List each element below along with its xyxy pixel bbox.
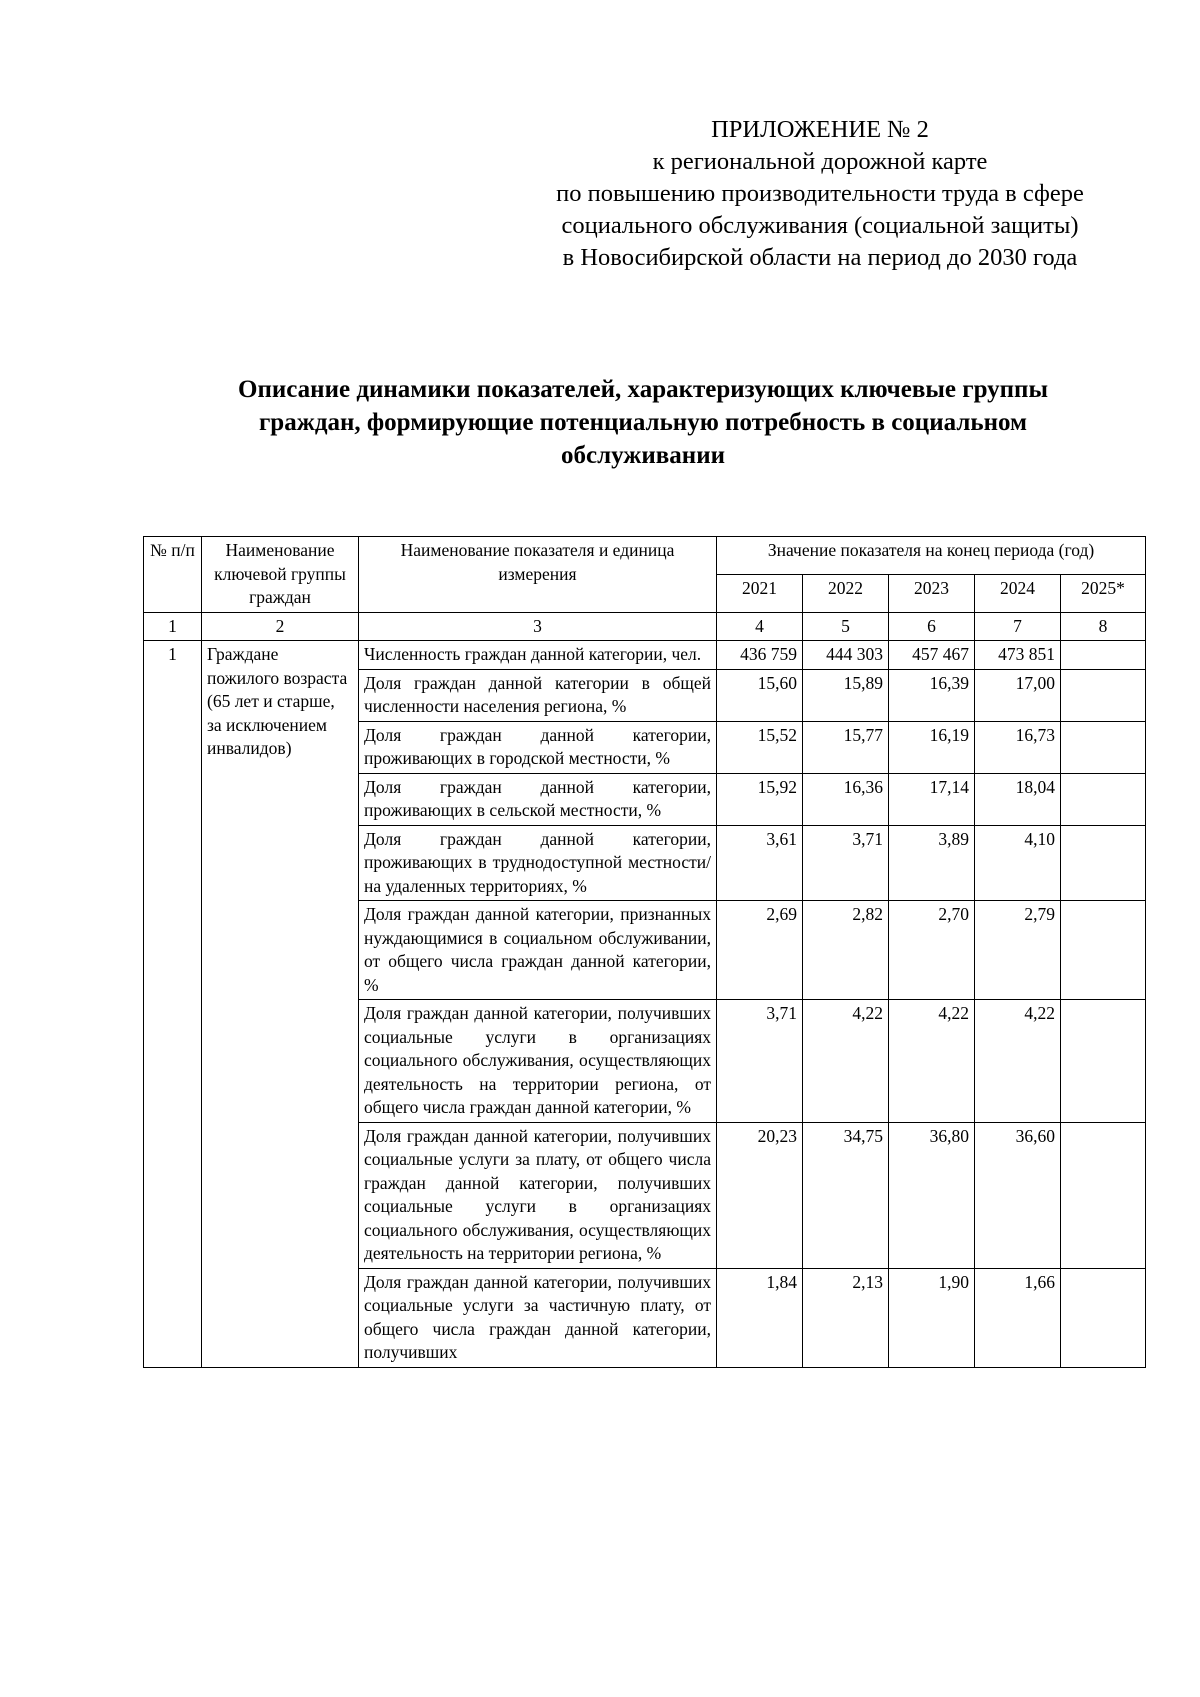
value-cell: 473 851 [975, 641, 1061, 670]
value-cell [1061, 641, 1146, 670]
indicator-name: Доля граждан данной категории в общей численности населения региона, % [359, 669, 717, 721]
value-cell: 15,92 [717, 773, 803, 825]
value-cell: 2,69 [717, 901, 803, 1000]
appendix-header [500, 114, 1140, 274]
column-number: 6 [889, 612, 975, 641]
title-line: граждан, формирующие потенциальную потребность в социальном [258, 409, 1028, 436]
value-cell: 18,04 [975, 773, 1061, 825]
value-cell: 16,73 [975, 721, 1061, 773]
value-cell: 3,71 [717, 1000, 803, 1123]
value-cell: 17,00 [975, 669, 1061, 721]
value-cell [1061, 825, 1146, 901]
column-number: 5 [803, 612, 889, 641]
header-year: 2024 [975, 574, 1061, 612]
column-number: 8 [1061, 612, 1146, 641]
column-number: 3 [359, 612, 717, 641]
indicator-name: Доля граждан данной категории, получивших социальные услуги в организациях социального обслуживания, осуществляющих деятельность на территории региона, от общего числа граждан данной категории, % [359, 1000, 717, 1123]
value-cell: 1,90 [889, 1268, 975, 1367]
value-cell: 444 303 [803, 641, 889, 670]
document-title [143, 373, 1143, 472]
indicator-name: Доля граждан данной категории, проживающих в сельской местности, % [359, 773, 717, 825]
indicator-name: Доля граждан данной категории, проживающих в труднодоступной местности/на удаленных территориях, % [359, 825, 717, 901]
value-cell: 36,60 [975, 1122, 1061, 1268]
value-cell: 16,19 [889, 721, 975, 773]
value-cell [1061, 721, 1146, 773]
appendix-line: к региональной дорожной карте [652, 148, 988, 175]
value-cell: 15,77 [803, 721, 889, 773]
value-cell [1061, 1000, 1146, 1123]
value-cell: 20,23 [717, 1122, 803, 1268]
indicator-name: Доля граждан данной категории, признанных нуждающимися в социальном обслуживании, от общего числа граждан данной категории, % [359, 901, 717, 1000]
value-cell: 457 467 [889, 641, 975, 670]
value-cell [1061, 901, 1146, 1000]
value-cell: 2,82 [803, 901, 889, 1000]
title-line: Описание динамики показателей, характеризующих ключевые группы [238, 376, 1048, 403]
value-cell: 4,22 [803, 1000, 889, 1123]
value-cell: 36,80 [889, 1122, 975, 1268]
header-value-period: Значение показателя на конец периода (год) [717, 537, 1146, 575]
appendix-line: в Новосибирской области на период до 2030 года [562, 244, 1078, 271]
value-cell: 2,13 [803, 1268, 889, 1367]
value-cell [1061, 1122, 1146, 1268]
value-cell: 4,10 [975, 825, 1061, 901]
value-cell: 3,61 [717, 825, 803, 901]
column-number: 1 [144, 612, 202, 641]
value-cell: 17,14 [889, 773, 975, 825]
indicator-name: Доля граждан данной категории, получивших социальные услуги за плату, от общего числа граждан данной категории, получивших социальные услуги в организациях социального обслуживания, осуществляющих деятельность на территории региона, % [359, 1122, 717, 1268]
column-number: 2 [202, 612, 359, 641]
group-name: Граждане пожилого возраста (65 лет и старше, за исключением инвалидов) [202, 641, 359, 1368]
title-line: обслуживании [560, 442, 726, 469]
group-number: 1 [144, 641, 202, 1368]
value-cell: 34,75 [803, 1122, 889, 1268]
value-cell: 16,39 [889, 669, 975, 721]
column-number: 4 [717, 612, 803, 641]
header-year: 2023 [889, 574, 975, 612]
value-cell: 3,71 [803, 825, 889, 901]
appendix-line: ПРИЛОЖЕНИЕ № 2 [711, 116, 929, 143]
value-cell: 1,84 [717, 1268, 803, 1367]
header-group: Наименование ключевой группы граждан [202, 537, 359, 613]
value-cell: 436 759 [717, 641, 803, 670]
value-cell [1061, 1268, 1146, 1367]
value-cell: 15,52 [717, 721, 803, 773]
value-cell: 15,60 [717, 669, 803, 721]
table-row [144, 641, 1146, 670]
value-cell: 16,36 [803, 773, 889, 825]
header-year: 2025* [1061, 574, 1146, 612]
value-cell: 2,70 [889, 901, 975, 1000]
column-number: 7 [975, 612, 1061, 641]
value-cell: 3,89 [889, 825, 975, 901]
value-cell: 4,22 [975, 1000, 1061, 1123]
indicator-name: Доля граждан данной категории, проживающих в городской местности, % [359, 721, 717, 773]
value-cell: 1,66 [975, 1268, 1061, 1367]
indicator-name: Доля граждан данной категории, получивших социальные услуги за частичную плату, от общего числа граждан данной категории, получивших [359, 1268, 717, 1367]
value-cell [1061, 773, 1146, 825]
indicator-name: Численность граждан данной категории, чел. [359, 641, 717, 670]
header-year: 2021 [717, 574, 803, 612]
value-cell [1061, 669, 1146, 721]
value-cell: 15,89 [803, 669, 889, 721]
column-number-row [144, 612, 1146, 641]
header-number: № п/п [144, 537, 202, 613]
value-cell: 2,79 [975, 901, 1061, 1000]
value-cell: 4,22 [889, 1000, 975, 1123]
header-year: 2022 [803, 574, 889, 612]
appendix-line: социального обслуживания (социальной защиты) [561, 212, 1079, 239]
indicators-table [143, 536, 1146, 1368]
header-indicator: Наименование показателя и единица измерения [359, 537, 717, 613]
appendix-line: по повышению производительности труда в сфере [556, 180, 1084, 207]
